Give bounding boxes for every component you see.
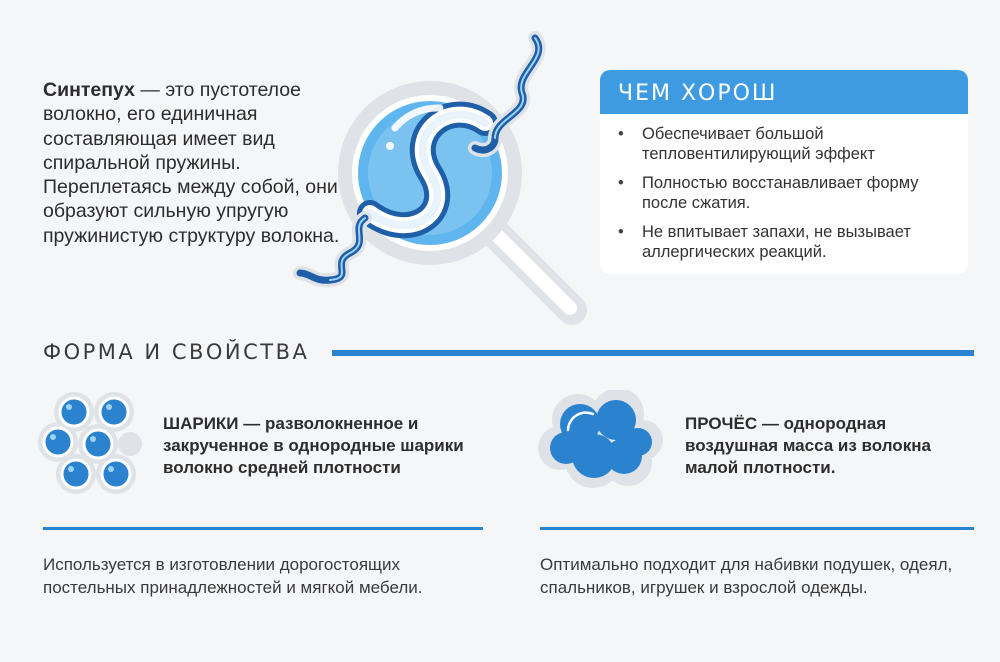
cloud-icon	[538, 390, 663, 490]
balls-divider	[43, 527, 483, 530]
intro-description: — это пустотелое волокно, его единичная составляющая имеет вид спиральной пружины. Переплетаясь между собой, они образуют сильную упругую пружинистую структуру волокна.	[43, 79, 340, 247]
magnifier-fiber-illustration	[290, 28, 590, 328]
cloud-description: ПРОЧЁС — однородная воздушная масса из волокна малой плотности.	[685, 414, 931, 477]
benefit-item: • Не впитывает запахи, не вызывает аллергических реакций.	[618, 222, 954, 262]
section-title: ФОРМА И СВОЙСТВА	[43, 340, 310, 364]
benefit-item: • Обеспечивает большой тепловентилирующий эффект	[618, 124, 954, 164]
benefits-card	[600, 70, 968, 274]
benefits-list	[600, 114, 968, 262]
cloud-usage: Оптимально подходит для набивки подушек, одеял, спальников, игрушек и взрослой одежды.	[540, 555, 953, 597]
intro-term: Синтепух	[43, 79, 135, 101]
balls-description: ШАРИКИ — разволокненное и закрученное в однородные шарики волокно средней плотности	[163, 414, 464, 477]
magnifier-handle	[495, 233, 572, 310]
cloud-divider	[540, 527, 974, 530]
benefit-item: • Полностью восстанавливает форму после сжатия.	[618, 173, 954, 213]
balls-usage: Используется в изготовлении дорогостоящих постельных принадлежностей и мягкой мебели.	[43, 555, 423, 597]
balls-icon	[38, 390, 142, 500]
section-divider	[332, 350, 974, 356]
benefits-title: ЧЕМ ХОРОШ	[600, 70, 968, 114]
